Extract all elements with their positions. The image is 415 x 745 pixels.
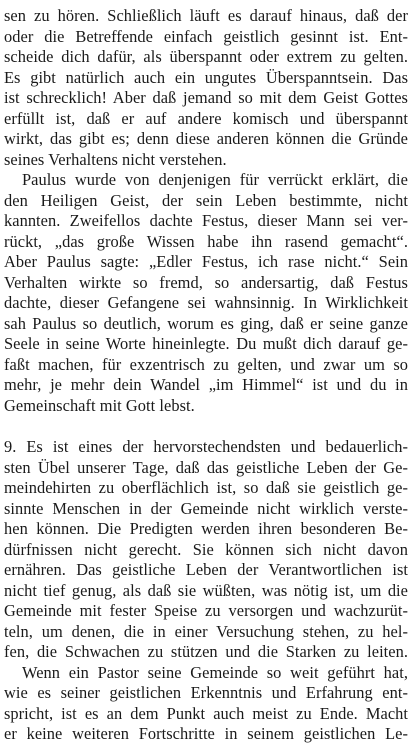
text-line: mehr, je mehr dein Wandel „im Himmel“ ist und du in <box>4 375 408 394</box>
text-line: sinnte Menschen in der Gemeinde nicht wirklich verste- <box>4 498 408 518</box>
text-line: wie es seiner geistlichen Erkenntnis und Erfahrung ent- <box>4 683 408 702</box>
text-line: Paulus wurde von denjenigen für verrückt erklärt, die <box>22 170 408 189</box>
text-line: faßt machen, für exzentrisch zu gelten, und zwar um so <box>4 354 408 374</box>
text-line: Es gibt natürlich auch ein ungutes Überspanntsein. Das <box>4 67 408 87</box>
text-line: Seele in seine Worte hineinlegte. Du mußt dich darauf ge- <box>4 334 408 353</box>
paragraph-1 <box>4 6 408 170</box>
text-line: nicht tief genug, als daß sie wüßten, was nötig ist, um die <box>4 580 408 600</box>
text-line: seines Verhaltens nicht verstehen. <box>4 149 227 169</box>
text-line: spricht, ist es an dem Punkt auch meist zu Ende. Macht <box>4 703 408 723</box>
text-line: sah Paulus so deutlich, worum es ging, daß er seine ganze <box>4 313 408 333</box>
paragraph-gap <box>4 416 408 437</box>
text-line: Gemeinde mit fester Speise zu versorgen und wachzurüt- <box>4 601 408 620</box>
paragraph-2 <box>4 170 408 416</box>
text-line: scheide dich dafür, als überspannt oder extrem zu gelten. <box>4 47 408 66</box>
text-line: ernähren. Das geistliche Leben der Verantwortlichen ist <box>4 560 408 579</box>
text-line: erfüllt ist, daß er auf andere komisch und überspannt <box>4 108 408 128</box>
text-line: den Heiligen Geist, der sein Leben bestimmte, nicht <box>4 190 408 210</box>
text-line: er keine weiteren Fortschritte in seinem geistlichen Le- <box>4 724 408 743</box>
text-line: meindehirten zu oberflächlich ist, so daß sie geistlich ge- <box>4 478 408 497</box>
text-line: ist schrecklich! Aber daß jemand so mit dem Geist Gottes <box>4 88 408 107</box>
book-page <box>4 6 408 745</box>
text-line: dürfnissen nicht gerecht. Sie können sich nicht davon <box>4 539 408 559</box>
text-line: Verhalten wirkte so fremd, so andersartig, daß Festus <box>4 272 408 292</box>
text-line: wirkt, das gibt es; denn diese anderen können die Gründe <box>4 129 408 148</box>
text-line: fen, die Schwachen zu stützen und die Starken zu leiten. <box>4 642 408 661</box>
text-line: Gemeinschaft mit Gott lebst. <box>4 395 195 415</box>
paragraph-3 <box>4 437 408 663</box>
text-line: sten Übel unserer Tage, daß das geistliche Leben der Ge- <box>4 457 408 477</box>
text-line: 9. Es ist eines der hervorstechendsten und bedauerlich- <box>4 437 408 456</box>
text-line: rückt, „das große Wissen habe ihn rasend gemacht“. <box>4 231 408 251</box>
text-line: teln, um denen, die in einer Versuchung stehen, zu hel- <box>4 621 408 641</box>
text-line: dachte, dieser Gefangene sei wahnsinnig. In Wirklichkeit <box>4 293 408 312</box>
text-line: hen können. Die Predigten werden ihren besonderen Be- <box>4 519 408 538</box>
text-line: sen zu hören. Schließlich läuft es darauf hinaus, daß der <box>4 6 408 25</box>
text-line: kannten. Zweifellos dachte Festus, dieser Mann sei ver- <box>4 211 408 230</box>
paragraph-4 <box>4 663 408 745</box>
text-line: oder die Betreffende einfach geistlich gesinnt ist. Ent- <box>4 26 408 46</box>
text-line: Wenn ein Pastor seine Gemeinde so weit geführt hat, <box>22 662 408 682</box>
text-line: Aber Paulus sagte: „Edler Festus, ich rase nicht.“ Sein <box>4 252 408 271</box>
